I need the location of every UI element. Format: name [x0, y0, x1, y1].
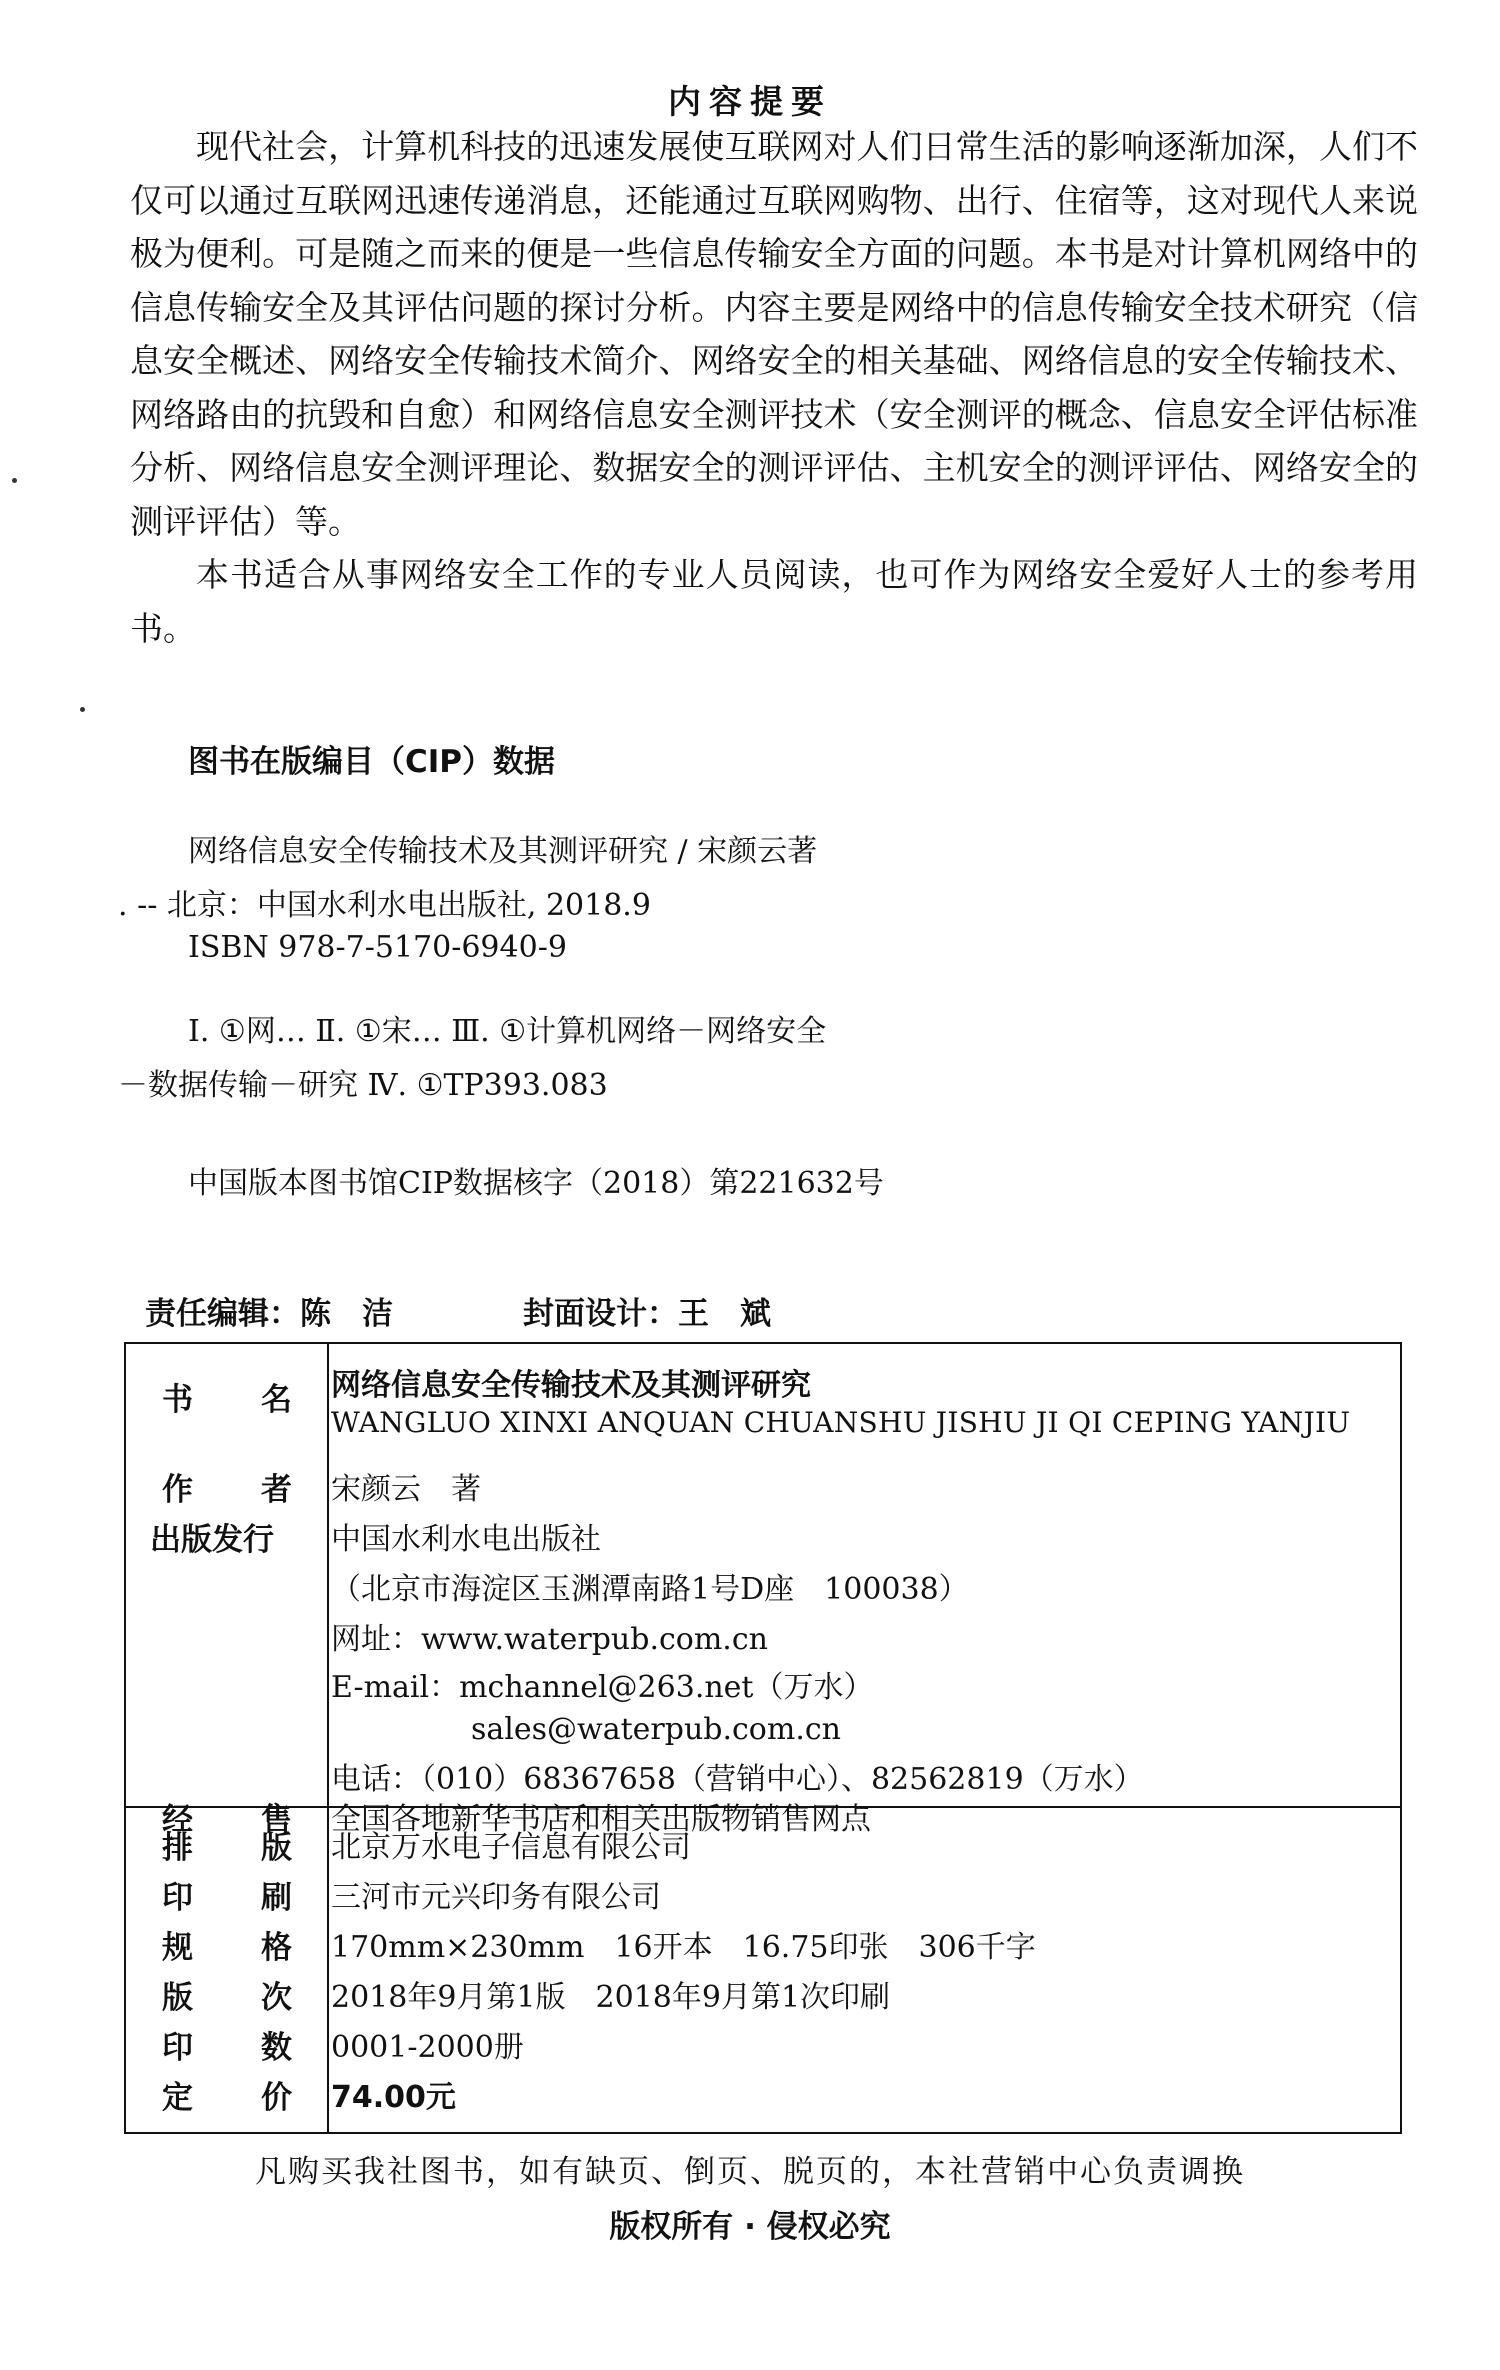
- author: 宋颜云 著: [331, 1472, 481, 1507]
- publisher-address: （北京市海淀区玉渊潭南路1号D座 100038）: [331, 1572, 969, 1607]
- cip-line-title: 网络信息安全传输技术及其测评研究 / 宋颜云著: [188, 834, 818, 869]
- book-name-pinyin: WANGLUO XINXI ANQUAN CHUANSHU JISHU JI QI CEPING YANJIU: [331, 1406, 1351, 1439]
- cip-line-classification-2: －数据传输－研究 Ⅳ. ①TP393.083: [118, 1068, 608, 1103]
- spec: 170mm×230mm 16开本 16.75印张 306千字: [331, 1930, 1036, 1965]
- book-info-table: [124, 1342, 1402, 2134]
- copies: 0001-2000册: [331, 2030, 524, 2065]
- label-print: 印 刷: [162, 1880, 292, 1916]
- copyright-notice: 版权所有 · 侵权必究: [609, 2209, 891, 2245]
- editor-name: 陈 洁: [300, 1296, 393, 1332]
- publisher-phone: 电话：（010）68367658（营销中心）、82562819（万水）: [331, 1762, 1144, 1797]
- table-column-divider: [327, 1344, 329, 2132]
- publisher: 中国水利水电出版社: [331, 1522, 601, 1557]
- summary-paragraph-2: 本书适合从事网络安全工作的专业人员阅读，也可作为网络安全爱好人士的参考用书。: [130, 555, 1418, 648]
- scan-speck: [80, 707, 85, 712]
- cip-title: 图书在版编目（CIP）数据: [188, 744, 556, 780]
- label-seller: 经 售: [162, 1802, 292, 1838]
- label-price: 定 价: [162, 2080, 292, 2116]
- replacement-notice: 凡购买我社图书，如有缺页、倒页、脱页的，本社营销中心负责调换: [255, 2154, 1245, 2190]
- scan-speck: [12, 478, 17, 483]
- cip-line-classification-1: Ⅰ. ①网… Ⅱ. ①宋… Ⅲ. ①计算机网络－网络安全: [188, 1014, 827, 1049]
- cover-designer-name: 王 斌: [678, 1296, 771, 1332]
- printer: 三河市元兴印务有限公司: [331, 1880, 661, 1915]
- label-edition: 版 次: [162, 1980, 292, 2016]
- label-publisher: 出版发行: [150, 1522, 274, 1558]
- seller: 全国各地新华书店和相关出版物销售网点: [331, 1802, 871, 1837]
- cover-designer-label: 封面设计：: [523, 1296, 678, 1332]
- book-name-cn: 网络信息安全传输技术及其测评研究: [331, 1368, 811, 1403]
- publisher-website: 网址：www.waterpub.com.cn: [331, 1622, 768, 1657]
- label-spec: 规 格: [162, 1930, 292, 1966]
- publisher-email-1: E-mail：mchannel@263.net（万水）: [331, 1670, 874, 1705]
- cip-line-publisher: . -- 北京：中国水利水电出版社, 2018.9: [118, 888, 651, 923]
- editors-line: [145, 1288, 771, 1333]
- summary-paragraph-1: 现代社会，计算机科技的迅速发展使互联网对人们日常生活的影响逐渐加深，人们不仅可以通过互联网迅速传递消息，还能通过互联网购物、出行、住宿等，这对现代人来说极为便利。可是随之而来的便是一些信息传输安全方面的问题。本书是对计算机网络中的信息传输安全及其评估问题的探讨分析。内容主要是网络中的信息传输安全技术研究（信息安全概述、网络安全传输技术简介、网络安全的相关基础、网络信息的安全传输技术、网络路由的抗毁和自愈）和网络信息安全测评技术（安全测评的概念、信息安全评估标准分析、网络信息安全测评理论、数据安全的测评评估、主机安全的测评评估、网络安全的测评评估）等。: [130, 127, 1418, 541]
- label-author: 作 者: [162, 1472, 292, 1508]
- price: 74.00元: [331, 2080, 456, 2115]
- edition: 2018年9月第1版 2018年9月第1次印刷: [331, 1980, 891, 2015]
- cip-line-isbn: ISBN 978-7-5170-6940-9: [188, 930, 567, 965]
- summary-body: [130, 120, 1418, 655]
- publisher-email-2: sales@waterpub.com.cn: [471, 1712, 841, 1747]
- editor-label: 责任编辑：: [145, 1296, 300, 1332]
- cip-record-number: 中国版本图书馆CIP数据核字（2018）第221632号: [188, 1166, 884, 1201]
- summary-title: 内容提要: [668, 82, 832, 121]
- label-copies: 印 数: [162, 2030, 292, 2066]
- label-book-name: 书 名: [162, 1382, 292, 1418]
- typeset: 北京万水电子信息有限公司: [331, 1830, 691, 1865]
- label-typeset: 排 版: [162, 1830, 292, 1866]
